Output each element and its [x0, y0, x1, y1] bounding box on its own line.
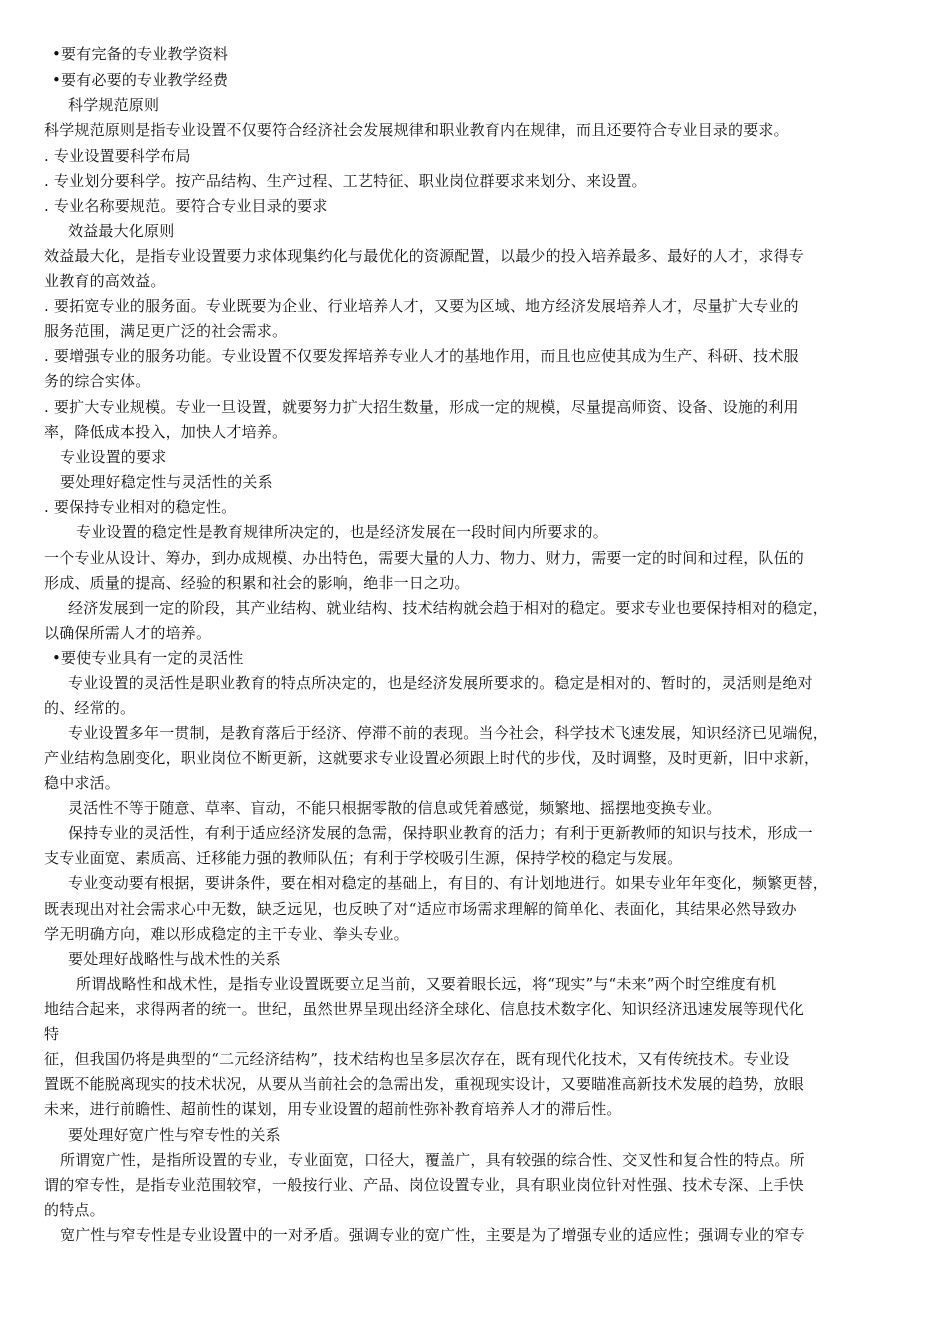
- paragraph-line: 专业设置的稳定性是教育规律所决定的，也是经济发展在一段时间内所要求的。: [76, 523, 609, 541]
- list-item: . 要扩大专业规模。专业一旦设置，就要努力扩大招生数量，形成一定的规模，尽量提高师资、设备、设施的利用: [44, 398, 799, 416]
- list-item: . 专业设置要科学布局: [44, 147, 191, 165]
- subsection-heading: 要处理好宽广性与窄专性的关系: [68, 1126, 281, 1144]
- paragraph-line: 所谓宽广性，是指所设置的专业，专业面宽，口径大，覆盖广，具有较强的综合性、交叉性和复合性的特点。所: [60, 1151, 805, 1169]
- paragraph-line: 率，降低成本投入，加快人才培养。: [44, 423, 288, 441]
- paragraph-line: 一个专业从设计、筹办，到办成规模、办出特色，需要大量的人力、物力、财力，需要一定的时间和过程，队伍的: [44, 549, 805, 567]
- list-item: . 专业名称要规范。要符合专业目录的要求: [44, 197, 328, 215]
- section-heading: 专业设置的要求: [60, 448, 167, 466]
- paragraph-line: 学无明确方向，难以形成稳定的主干专业、拳头专业。: [44, 925, 409, 943]
- paragraph-line: 特: [44, 1025, 60, 1043]
- paragraph-line: 宽广性与窄专性是专业设置中的一对矛盾。强调专业的宽广性，主要是为了增强专业的适应性；强调专业的窄专: [60, 1226, 805, 1244]
- paragraph-line: 专业设置多年一贯制，是教育落后于经济、停滞不前的表现。当今社会，科学技术飞速发展，知识经济已见端倪，: [68, 724, 829, 742]
- paragraph-line: 以确保所需人才的培养。: [44, 624, 212, 642]
- paragraph-line: 既表现出对社会需求心中无数，缺乏远见，也反映了对“适应市场需求理解的简单化、表面化，其结果必然导致办: [44, 900, 797, 918]
- paragraph-line: 专业设置的灵活性是职业教育的特点所决定的，也是经济发展所要求的。稳定是相对的、暂时的，灵活则是绝对: [68, 674, 813, 692]
- bullet-item: •要使专业具有一定的灵活性: [52, 649, 244, 667]
- paragraph-line: 置既不能脱离现实的技术状况，从要从当前社会的急需出发，重视现实设计，又要瞄准高新技术发展的趋势，放眼: [44, 1075, 805, 1093]
- bullet-item: •要有完备的专业教学资料: [52, 45, 229, 63]
- paragraph-line: 所谓战略性和战术性，是指专业设置既要立足当前，又要着眼长远，将“现实”与“未来”两个时空维度有机: [76, 975, 777, 993]
- paragraph-line: 专业变动要有根据，要讲条件，要在相对稳定的基础上，有目的、有计划地进行。如果专业年年变化，频繁更替，: [68, 874, 829, 892]
- paragraph-line: 形成、质量的提高、经验的积累和社会的影响，绝非一日之功。: [44, 574, 470, 592]
- bullet-item: •要有必要的专业教学经费: [52, 71, 229, 89]
- paragraph-line: 务的综合实体。: [44, 372, 151, 390]
- paragraph-line: 保持专业的灵活性，有利于适应经济发展的急需，保持职业教育的活力；有利于更新教师的知识与技术，形成一: [68, 824, 813, 842]
- subsection-heading: 要处理好稳定性与灵活性的关系: [60, 473, 273, 491]
- list-item: . 要增强专业的服务功能。专业设置不仅要发挥培养专业人才的基地作用，而且也应使其成为生产、科研、技术服: [44, 347, 799, 365]
- list-item: . 要拓宽专业的服务面。专业既要为企业、行业培养人才，又要为区域、地方经济发展培养人才，尽量扩大专业的: [44, 297, 799, 315]
- paragraph-line: 支专业面宽、素质高、迁移能力强的教师队伍；有利于学校吸引生源，保持学校的稳定与发展。: [44, 849, 683, 867]
- section-heading: 效益最大化原则: [68, 222, 175, 240]
- paragraph-line: 科学规范原则是指专业设置不仅要符合经济社会发展规律和职业教育内在规律，而且还要符合专业目录的要求。: [44, 121, 789, 139]
- list-item: . 专业划分要科学。按产品结构、生产过程、工艺特征、职业岗位群要求来划分、来设置。: [44, 172, 647, 190]
- paragraph-line: 经济发展到一定的阶段，其产业结构、就业结构、技术结构就会趋于相对的稳定。要求专业也要保持相对的稳定，: [68, 599, 829, 617]
- paragraph-line: 地结合起来，求得两者的统一。世纪，虽然世界呈现出经济全球化、信息技术数字化、知识经济迅速发展等现代化: [44, 1000, 805, 1018]
- list-item: . 要保持专业相对的稳定性。: [44, 498, 237, 516]
- subsection-heading: 要处理好战略性与战术性的关系: [68, 950, 281, 968]
- paragraph-line: 征，但我国仍将是典型的“二元经济结构”，技术结构也呈多层次存在，既有现代化技术，又有传统技术。专业设: [44, 1050, 790, 1068]
- paragraph-line: 谓的窄专性，是指专业范围较窄，一般按行业、产品、岗位设置专业，具有职业岗位针对性强、技术专深、上手快: [44, 1176, 805, 1194]
- paragraph-line: 稳中求活。: [44, 774, 121, 792]
- paragraph-line: 产业结构急剧变化，职业岗位不断更新，这就要求专业设置必须跟上时代的步伐，及时调整，及时更新，旧中求新，: [44, 749, 820, 767]
- paragraph-line: 的、经常的。: [44, 699, 136, 717]
- paragraph-line: 服务范围，满足更广泛的社会需求。: [44, 322, 288, 340]
- paragraph-line: 效益最大化，是指专业设置要力求体现集约化与最优化的资源配置，以最少的投入培养最多、最好的人才，求得专: [44, 247, 805, 265]
- paragraph-line: 未来，进行前瞻性、超前性的谋划，用专业设置的超前性弥补教育培养人才的滞后性。: [44, 1100, 622, 1118]
- paragraph-line: 业教育的高效益。: [44, 272, 166, 290]
- paragraph-line: 的特点。: [44, 1201, 105, 1219]
- paragraph-line: 灵活性不等于随意、草率、盲动，不能只根据零散的信息或凭着感觉，频繁地、摇摆地变换专业。: [68, 799, 722, 817]
- section-heading: 科学规范原则: [68, 96, 160, 114]
